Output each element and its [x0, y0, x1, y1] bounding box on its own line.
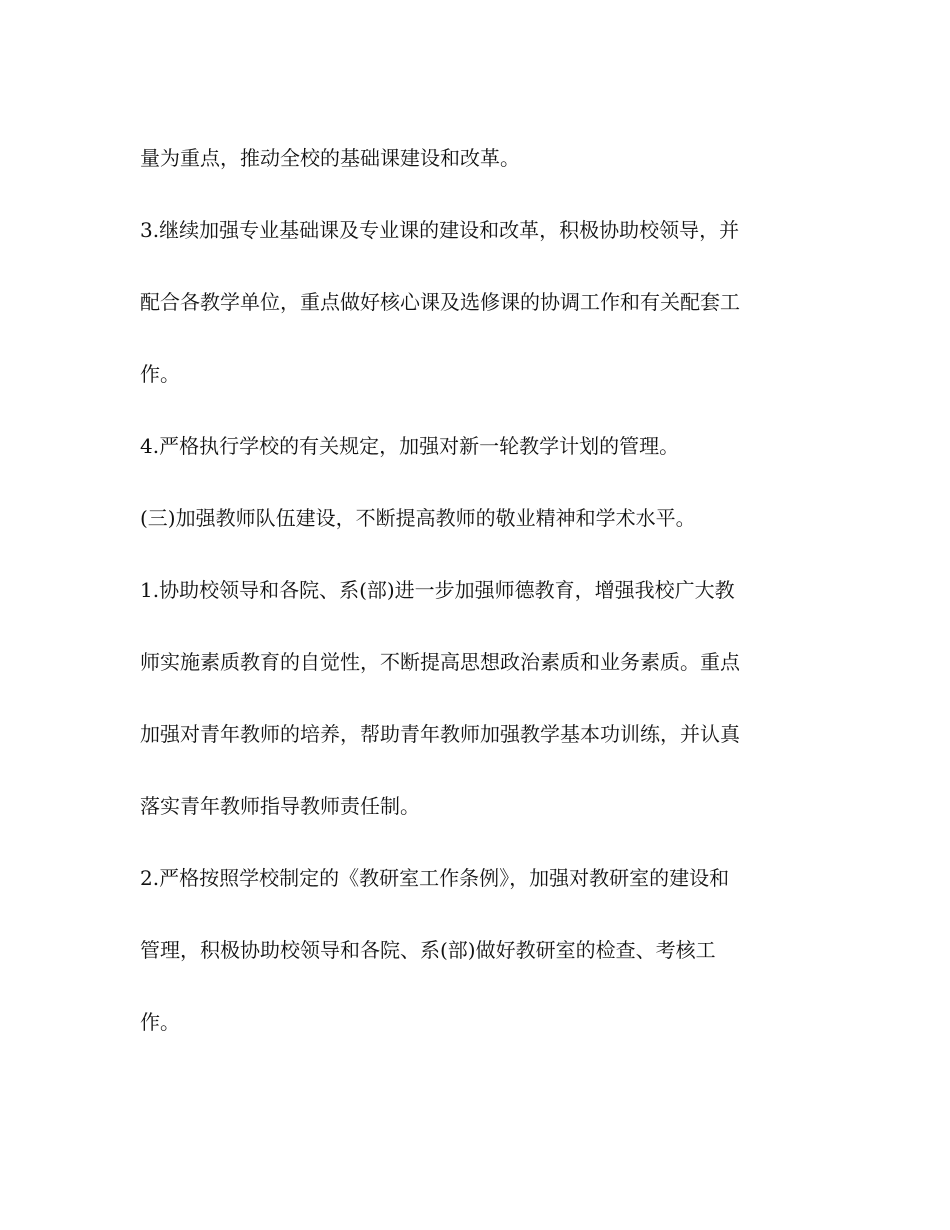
text-line: 3.继续加强专业基础课及专业课的建设和改革，积极协助校领导，并 [140, 218, 740, 242]
text-line: 配合各教学单位，重点做好核心课及选修课的协调工作和有关配套工 [140, 290, 740, 314]
text-line: 管理，积极协助校领导和各院、系(部)做好教研室的检查、考核工 [140, 938, 716, 962]
text-line: 作。 [140, 1010, 180, 1034]
text-line: 作。 [140, 362, 180, 386]
text-line: 量为重点，推动全校的基础课建设和改革。 [140, 146, 520, 170]
text-line: 1.协助校领导和各院、系(部)进一步加强师德教育，增强我校广大教 [140, 578, 735, 602]
text-line: 加强对青年教师的培养，帮助青年教师加强教学基本功训练，并认真 [140, 722, 740, 746]
section-heading: (三)加强教师队伍建设，不断提高教师的敬业精神和学术水平。 [140, 506, 696, 530]
text-line: 4.严格执行学校的有关规定，加强对新一轮教学计划的管理。 [140, 434, 680, 458]
text-line: 落实青年教师指导教师责任制。 [140, 794, 420, 818]
text-line: 师实施素质教育的自觉性，不断提高思想政治素质和业务素质。重点 [140, 650, 740, 674]
text-line: 2.严格按照学校制定的《教研室工作条例》，加强对教研室的建设和 [140, 866, 730, 890]
